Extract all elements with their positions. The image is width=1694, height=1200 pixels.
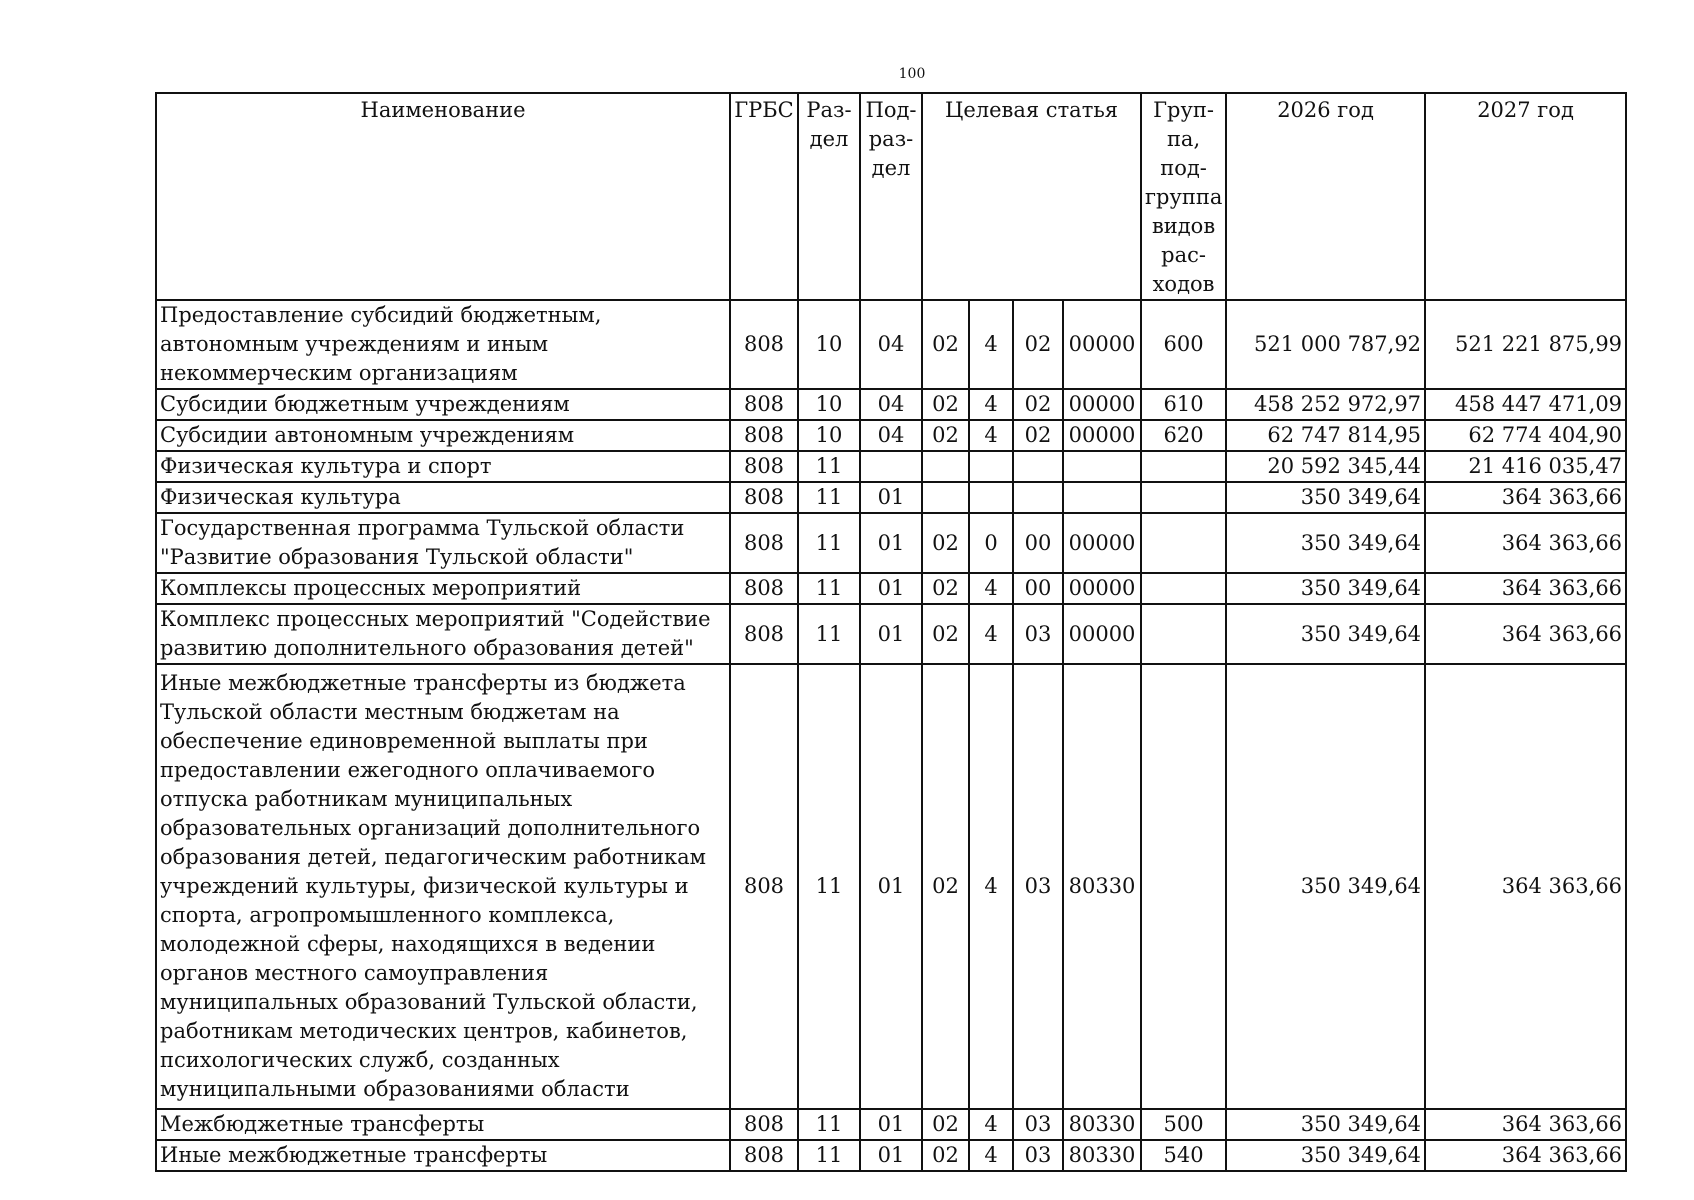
table-row [156, 513, 1626, 573]
row-target-program [922, 482, 969, 513]
row-target-direction: 00000 [1063, 573, 1141, 604]
row-razdel: 10 [798, 420, 860, 451]
row-grbs: 808 [730, 513, 798, 573]
row-target-type: 4 [969, 664, 1013, 1109]
table-row [156, 1109, 1626, 1140]
header-year-2026: 2026 год [1226, 93, 1425, 300]
header-razdel: Раз- дел [798, 93, 860, 300]
row-amount-2026: 350 349,64 [1226, 664, 1425, 1109]
row-target-type: 4 [969, 604, 1013, 664]
table-row [156, 389, 1626, 420]
row-expense-group [1141, 482, 1226, 513]
row-expense-group: 620 [1141, 420, 1226, 451]
row-amount-2027: 364 363,66 [1425, 513, 1626, 573]
row-amount-2027: 521 221 875,99 [1425, 300, 1626, 389]
row-amount-2027: 364 363,66 [1425, 604, 1626, 664]
row-razdel: 11 [798, 573, 860, 604]
row-amount-2026: 458 252 972,97 [1226, 389, 1425, 420]
row-target-program: 02 [922, 1140, 969, 1171]
row-grbs: 808 [730, 300, 798, 389]
table-row [156, 604, 1626, 664]
row-target-program: 02 [922, 1109, 969, 1140]
row-grbs: 808 [730, 420, 798, 451]
row-target-type: 4 [969, 420, 1013, 451]
row-target-type: 4 [969, 1140, 1013, 1171]
row-target-program: 02 [922, 420, 969, 451]
table-row [156, 300, 1626, 389]
row-name: Физическая культура [156, 482, 730, 513]
header-year-2027: 2027 год [1425, 93, 1626, 300]
row-name: Комплекс процессных мероприятий "Содействие развитию дополнительного образования детей" [156, 604, 730, 664]
table-row [156, 664, 1626, 1109]
row-podrazdel [860, 451, 922, 482]
row-target-type: 4 [969, 573, 1013, 604]
row-target-type: 4 [969, 1109, 1013, 1140]
row-target-type: 4 [969, 300, 1013, 389]
row-expense-group [1141, 664, 1226, 1109]
row-podrazdel: 01 [860, 513, 922, 573]
row-podrazdel: 01 [860, 1140, 922, 1171]
row-name: Государственная программа Тульской области "Развитие образования Тульской области" [156, 513, 730, 573]
row-grbs: 808 [730, 573, 798, 604]
row-target-program [922, 451, 969, 482]
row-name: Субсидии бюджетным учреждениям [156, 389, 730, 420]
row-amount-2026: 350 349,64 [1226, 1140, 1425, 1171]
header-name: Наименование [156, 93, 730, 300]
row-name: Предоставление субсидий бюджетным, автономным учреждениям и иным некоммерческим организациям [156, 300, 730, 389]
row-target-element: 03 [1013, 604, 1063, 664]
row-target-element: 03 [1013, 1109, 1063, 1140]
row-target-program: 02 [922, 664, 969, 1109]
row-target-element: 00 [1013, 573, 1063, 604]
row-target-direction: 00000 [1063, 389, 1141, 420]
row-target-direction: 80330 [1063, 1140, 1141, 1171]
row-amount-2026: 350 349,64 [1226, 1109, 1425, 1140]
row-amount-2027: 364 363,66 [1425, 573, 1626, 604]
row-name: Комплексы процессных мероприятий [156, 573, 730, 604]
row-amount-2027: 458 447 471,09 [1425, 389, 1626, 420]
row-amount-2027: 364 363,66 [1425, 664, 1626, 1109]
row-target-direction: 00000 [1063, 513, 1141, 573]
table-row [156, 573, 1626, 604]
row-podrazdel: 01 [860, 604, 922, 664]
row-target-direction: 00000 [1063, 420, 1141, 451]
row-razdel: 11 [798, 513, 860, 573]
row-target-type [969, 482, 1013, 513]
row-expense-group: 500 [1141, 1109, 1226, 1140]
row-name: Субсидии автономным учреждениям [156, 420, 730, 451]
row-grbs: 808 [730, 389, 798, 420]
header-podrazdel: Под- раз- дел [860, 93, 922, 300]
table-header-row [156, 93, 1626, 300]
row-grbs: 808 [730, 664, 798, 1109]
row-amount-2026: 521 000 787,92 [1226, 300, 1425, 389]
row-target-program: 02 [922, 389, 969, 420]
row-expense-group: 610 [1141, 389, 1226, 420]
row-target-direction: 00000 [1063, 604, 1141, 664]
row-target-direction: 00000 [1063, 300, 1141, 389]
row-name: Межбюджетные трансферты [156, 1109, 730, 1140]
row-target-type: 4 [969, 389, 1013, 420]
row-amount-2026: 62 747 814,95 [1226, 420, 1425, 451]
row-target-program: 02 [922, 573, 969, 604]
header-target-article: Целевая статья [922, 93, 1141, 300]
row-grbs: 808 [730, 482, 798, 513]
header-expense-group: Груп- па, под- группа видов рас- ходов [1141, 93, 1226, 300]
row-name: Иные межбюджетные трансферты из бюджета Тульской области местным бюджетам на обеспечение единовременной выплаты при предоставлении ежегодного оплачиваемого отпуска работникам муниципальных образовательных организаций дополнительного образования детей, педагогическим работникам учреждений культуры, физической культуры и спорта, агропромышленного комплекса, молодежной сферы, находящихся в ведении органов местного самоуправления муниципальных образований Тульской области, работникам методических центров, кабинетов, психологических служб, созданных муниципальными образованиями области [156, 664, 730, 1109]
table-row [156, 420, 1626, 451]
row-amount-2027: 364 363,66 [1425, 1109, 1626, 1140]
row-razdel: 11 [798, 1140, 860, 1171]
row-amount-2026: 350 349,64 [1226, 513, 1425, 573]
row-podrazdel: 01 [860, 573, 922, 604]
row-amount-2027: 62 774 404,90 [1425, 420, 1626, 451]
row-expense-group: 540 [1141, 1140, 1226, 1171]
row-razdel: 10 [798, 300, 860, 389]
table-row [156, 1140, 1626, 1171]
row-razdel: 11 [798, 482, 860, 513]
header-grbs: ГРБС [730, 93, 798, 300]
row-target-program: 02 [922, 604, 969, 664]
row-target-element [1013, 482, 1063, 513]
row-razdel: 11 [798, 664, 860, 1109]
row-grbs: 808 [730, 604, 798, 664]
row-amount-2027: 364 363,66 [1425, 482, 1626, 513]
row-expense-group [1141, 604, 1226, 664]
row-expense-group [1141, 573, 1226, 604]
row-podrazdel: 04 [860, 389, 922, 420]
row-name: Физическая культура и спорт [156, 451, 730, 482]
row-grbs: 808 [730, 1140, 798, 1171]
row-razdel: 11 [798, 1109, 860, 1140]
row-expense-group [1141, 451, 1226, 482]
row-target-element: 03 [1013, 664, 1063, 1109]
row-amount-2027: 364 363,66 [1425, 1140, 1626, 1171]
page-number: 100 [898, 66, 926, 82]
row-amount-2027: 21 416 035,47 [1425, 451, 1626, 482]
row-target-element: 02 [1013, 389, 1063, 420]
table-row [156, 482, 1626, 513]
row-target-element [1013, 451, 1063, 482]
row-target-program: 02 [922, 513, 969, 573]
row-grbs: 808 [730, 1109, 798, 1140]
row-amount-2026: 350 349,64 [1226, 604, 1425, 664]
row-amount-2026: 20 592 345,44 [1226, 451, 1425, 482]
row-amount-2026: 350 349,64 [1226, 482, 1425, 513]
row-podrazdel: 01 [860, 1109, 922, 1140]
row-target-direction [1063, 451, 1141, 482]
row-podrazdel: 04 [860, 300, 922, 389]
row-target-element: 02 [1013, 420, 1063, 451]
row-razdel: 11 [798, 604, 860, 664]
row-amount-2026: 350 349,64 [1226, 573, 1425, 604]
row-target-direction: 80330 [1063, 664, 1141, 1109]
row-target-element: 00 [1013, 513, 1063, 573]
row-razdel: 11 [798, 451, 860, 482]
row-target-type: 0 [969, 513, 1013, 573]
row-expense-group: 600 [1141, 300, 1226, 389]
row-target-direction: 80330 [1063, 1109, 1141, 1140]
row-target-program: 02 [922, 300, 969, 389]
table-row [156, 451, 1626, 482]
row-podrazdel: 04 [860, 420, 922, 451]
budget-table [155, 92, 1627, 1172]
row-target-direction [1063, 482, 1141, 513]
row-name: Иные межбюджетные трансферты [156, 1140, 730, 1171]
row-grbs: 808 [730, 451, 798, 482]
row-podrazdel: 01 [860, 482, 922, 513]
row-razdel: 10 [798, 389, 860, 420]
row-target-type [969, 451, 1013, 482]
row-expense-group [1141, 513, 1226, 573]
row-target-element: 02 [1013, 300, 1063, 389]
row-target-element: 03 [1013, 1140, 1063, 1171]
row-podrazdel: 01 [860, 664, 922, 1109]
